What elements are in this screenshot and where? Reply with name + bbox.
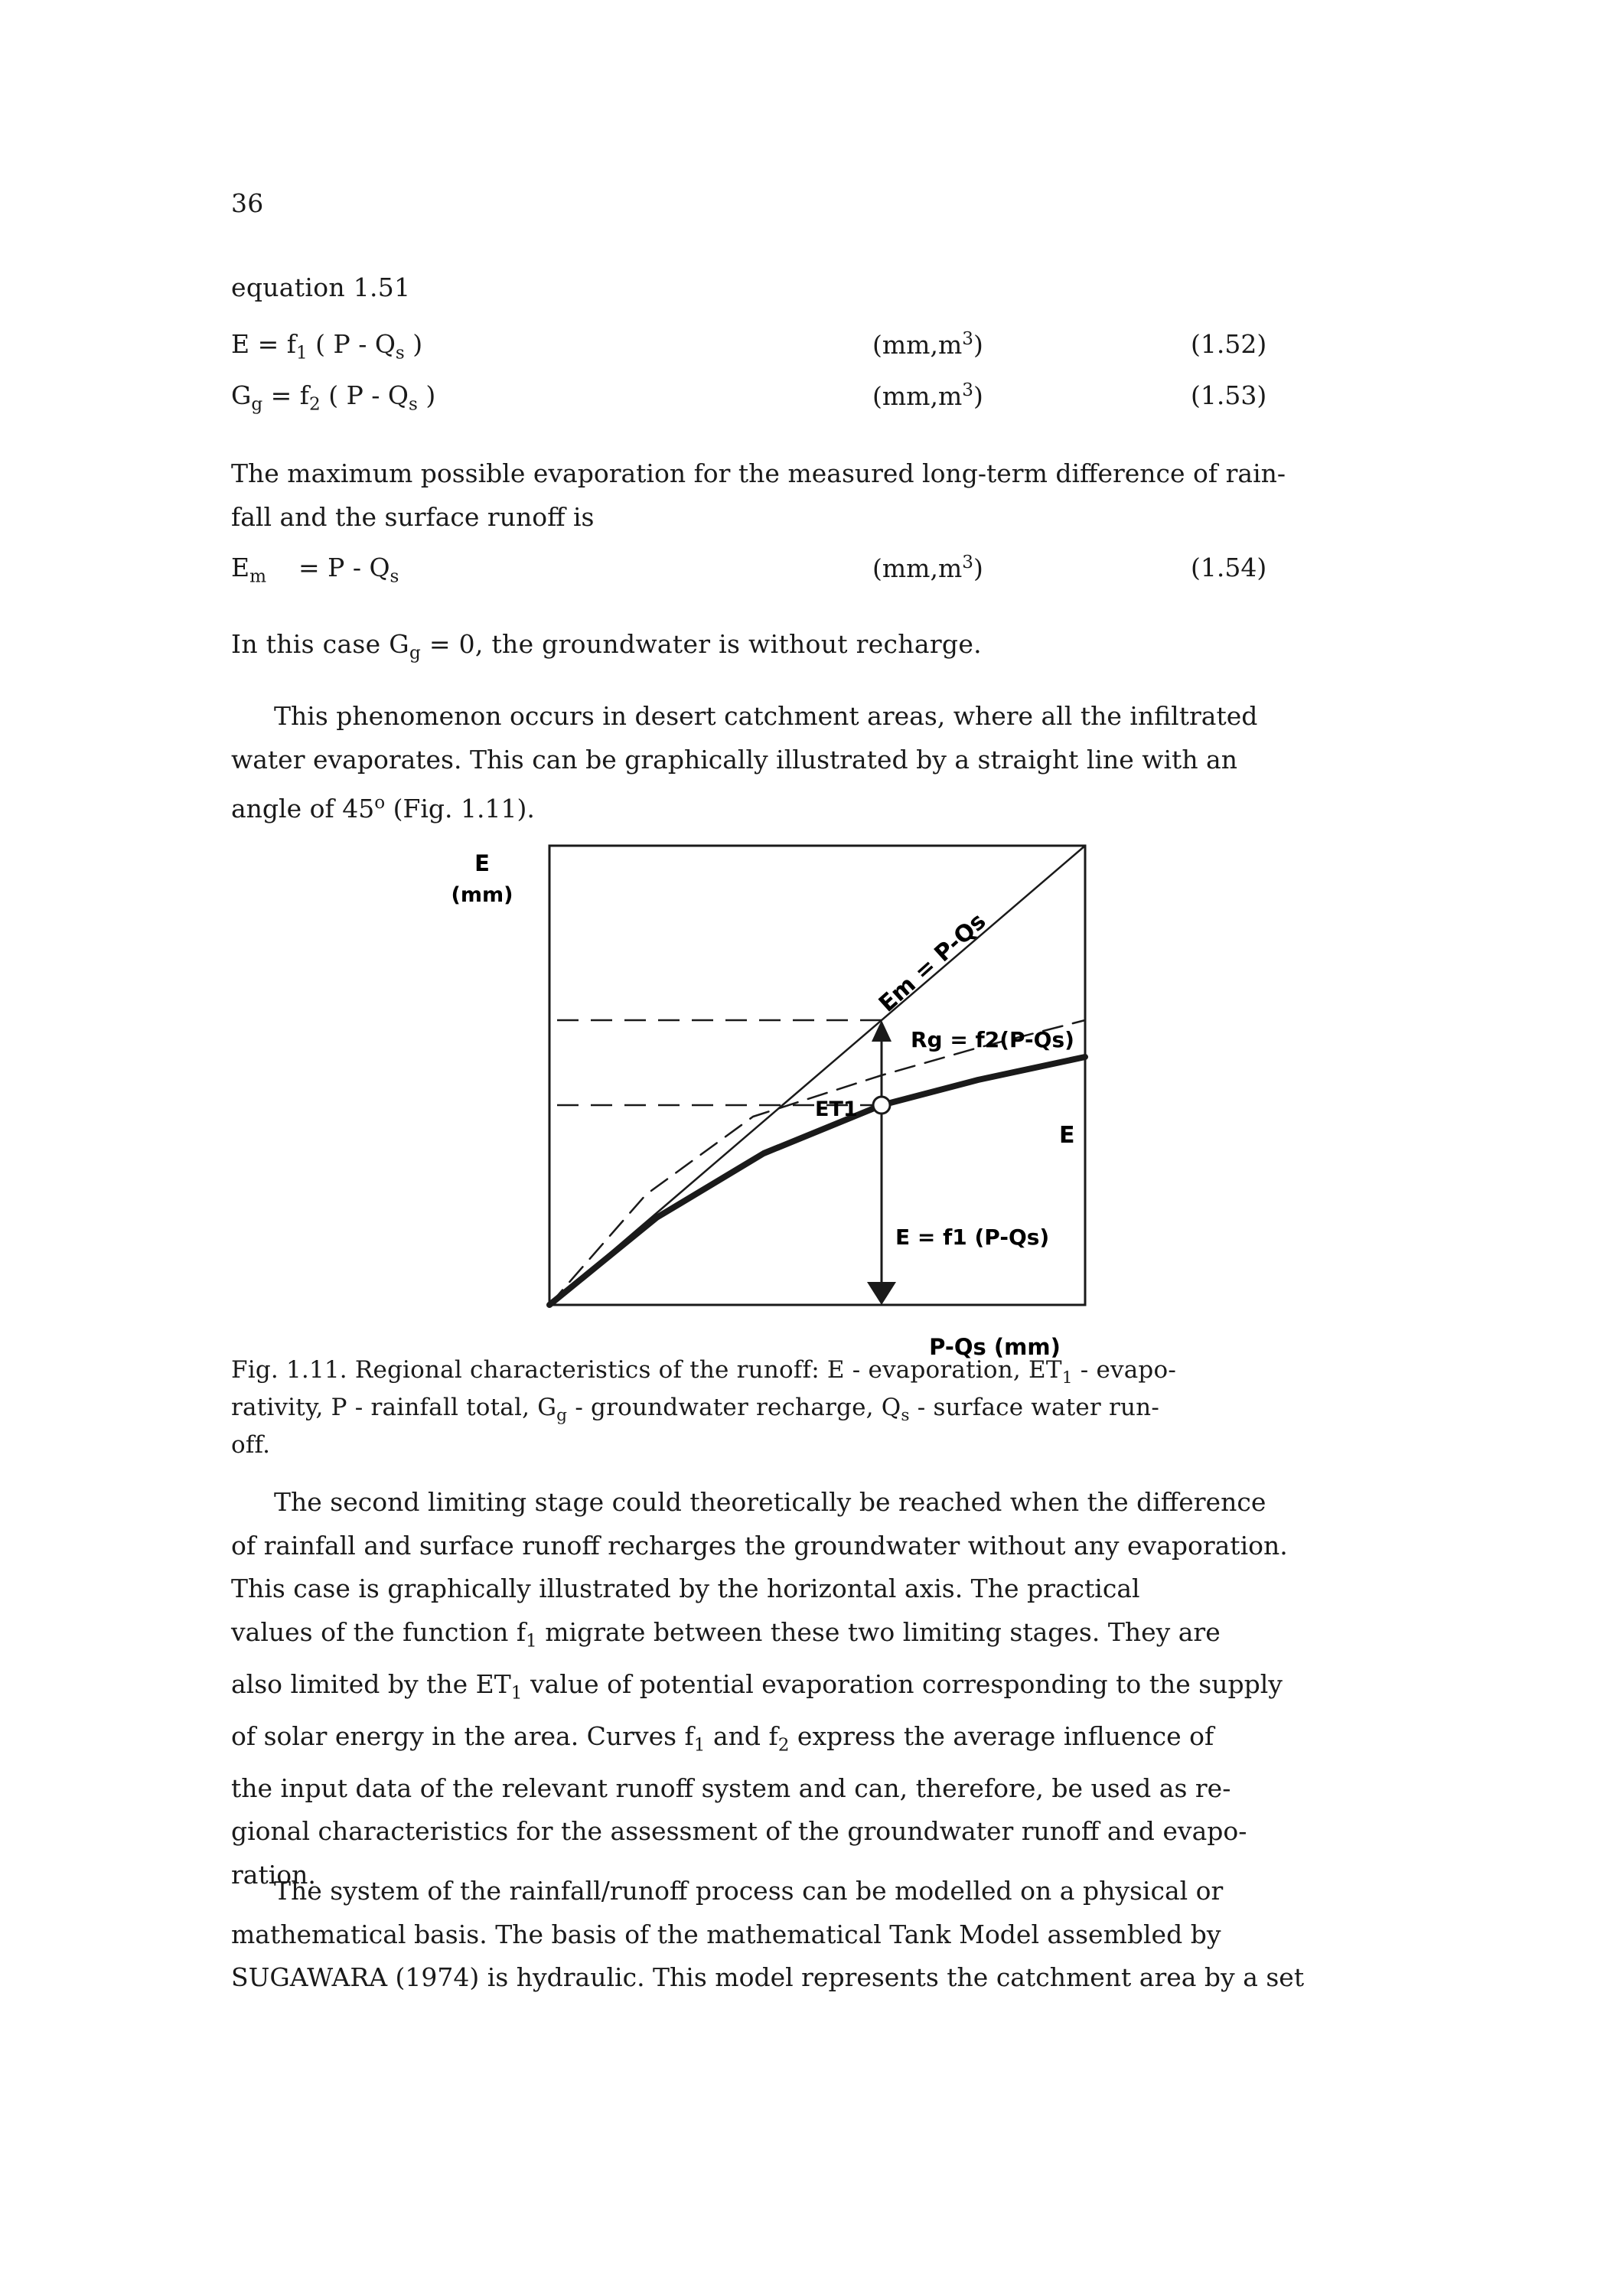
units-sup: 3 <box>962 329 973 349</box>
text-fragment: also limited by the ET <box>231 1668 511 1699</box>
text-sub: 1 <box>693 1735 706 1756</box>
eq-rhs-end: ( P - Q <box>320 380 409 410</box>
caption-sub: g <box>556 1406 568 1426</box>
ef-arrowhead-down <box>867 1282 896 1305</box>
e-curve <box>549 1057 1085 1305</box>
e-curve-label: E <box>1059 1122 1075 1149</box>
equation-1-53-number: (1.53) <box>1191 380 1267 410</box>
eq-rhs-sub: s <box>390 566 399 587</box>
text-line: This case is graphically illustrated by the horizontal axis. The practical <box>231 1574 1140 1603</box>
case-post: = 0, the groundwater is without recharge. <box>421 629 982 659</box>
eq-lhs-sub: g <box>251 394 263 415</box>
text-line: This phenomenon occurs in desert catchment areas, where all the infiltrated <box>274 701 1258 731</box>
x-axis-label: P-Qs (mm) <box>929 1334 1061 1360</box>
text-fragment: and f <box>705 1720 778 1751</box>
caption-line <box>231 1355 1176 1393</box>
y-axis-label: E <box>474 850 490 876</box>
text-line: gional characteristics for the assessment of the groundwater runoff and evapo- <box>231 1816 1247 1847</box>
figure-caption <box>231 1355 1176 1459</box>
text-sub: 1 <box>510 1683 523 1704</box>
et1-label: ET1 <box>815 1097 858 1121</box>
text-fragment: values of the function f <box>231 1616 526 1647</box>
text-fragment: angle of 45 <box>231 794 375 823</box>
em-line-label: Em = P-Qs <box>873 908 992 1018</box>
caption-text: Fig. 1.11. Regional characteristics of the runoff: E - evaporation, ET <box>231 1356 1062 1384</box>
text-fragment: express the average influence of <box>789 1720 1214 1751</box>
text-line: The maximum possible evaporation for the measured long-term difference of rain- <box>231 458 1286 488</box>
text-line: the input data of the relevant runoff system and can, therefore, be used as re- <box>231 1773 1231 1803</box>
caption-sub: 1 <box>1061 1368 1073 1388</box>
rg-arrowhead-up <box>872 1020 892 1042</box>
caption-text: - surface water run- <box>909 1394 1160 1422</box>
units-sup: 3 <box>962 380 973 400</box>
units-text: (mm,m <box>872 330 963 360</box>
caption-text: - groundwater recharge, Q <box>567 1394 901 1422</box>
caption-text: rativity, P - rainfall total, G <box>231 1394 557 1422</box>
text-line <box>231 1663 1394 1715</box>
equation-1-52-number: (1.52) <box>1191 329 1267 359</box>
eq-rhs: ( P - Q <box>307 329 396 359</box>
text-line <box>231 1715 1394 1767</box>
eq-rhs-end: ) <box>404 329 423 359</box>
et1-dashed-curve <box>549 1020 1085 1305</box>
text-sub: 1 <box>526 1631 537 1652</box>
text-line: The system of the rainfall/runoff process can be modelled on a physical or <box>274 1876 1224 1906</box>
eq-lhs-sub: 1 <box>295 343 308 364</box>
units-text: (mm,m <box>872 381 963 411</box>
text-line: ration. <box>231 1859 316 1890</box>
y-axis-unit: (mm) <box>451 883 513 907</box>
text-fragment: value of potential evaporation corresponding to the supply <box>522 1668 1283 1699</box>
eq-lhs: G <box>231 380 252 410</box>
text-line: of rainfall and surface runoff recharges the groundwater without any evaporation. <box>231 1530 1288 1561</box>
eq-rhs-sub: s <box>395 343 405 364</box>
eq-rhs: = f <box>262 380 310 410</box>
caption-line <box>231 1393 1176 1430</box>
eq-lhs: E = f <box>231 329 296 359</box>
eq-rhs-sub: 2 <box>309 394 321 415</box>
degree-sup: o <box>374 793 386 813</box>
case-pre: In this case G <box>231 629 409 659</box>
paragraph-tank-model <box>231 1870 1394 2000</box>
text-line: fall and the surface runoff is <box>231 501 595 532</box>
equation-1-54-number: (1.54) <box>1191 553 1267 582</box>
text-fragment: migrate between these two limiting stages. They are <box>536 1616 1221 1647</box>
text-line: The second limiting stage could theoretically be reached when the difference <box>274 1487 1266 1517</box>
page-number: 36 <box>231 188 264 218</box>
paragraph-second-limiting-stage <box>231 1481 1394 1896</box>
text-fragment: of solar energy in the area. Curves f <box>231 1720 694 1751</box>
text-line <box>231 1611 1394 1663</box>
units-end: ) <box>973 553 983 583</box>
text-line: SUGAWARA (1974) is hydraulic. This model represents the catchment area by a set <box>231 1962 1305 1992</box>
units-sup: 3 <box>962 553 973 572</box>
text-line: mathematical basis. The basis of the mathematical Tank Model assembled by <box>231 1919 1221 1949</box>
case-sub: g <box>409 643 422 664</box>
text-line: water evaporates. This can be graphically illustrated by a straight line with an <box>231 744 1237 775</box>
text-sub: 2 <box>777 1735 790 1756</box>
caption-sub: s <box>901 1406 910 1426</box>
ef-label: E = f1 (P-Qs) <box>895 1225 1050 1250</box>
eq-lhs: E <box>231 553 250 582</box>
intro-line: equation 1.51 <box>231 272 411 302</box>
eq-rhs: = P - Q <box>298 553 390 582</box>
eq-rhs-sub2: s <box>408 394 418 415</box>
units-end: ) <box>973 330 983 360</box>
units-end: ) <box>973 381 983 411</box>
intersection-marker <box>873 1097 890 1114</box>
caption-text: - evapo- <box>1072 1356 1177 1384</box>
rg-label: Rg = f2(P-Qs) <box>911 1027 1074 1052</box>
text-fragment: (Fig. 1.11). <box>385 794 535 823</box>
caption-line: off. <box>231 1431 271 1459</box>
eq-lhs-sub: m <box>249 566 266 587</box>
units-text: (mm,m <box>872 553 963 583</box>
eq-rhs-end2: ) <box>417 380 436 410</box>
